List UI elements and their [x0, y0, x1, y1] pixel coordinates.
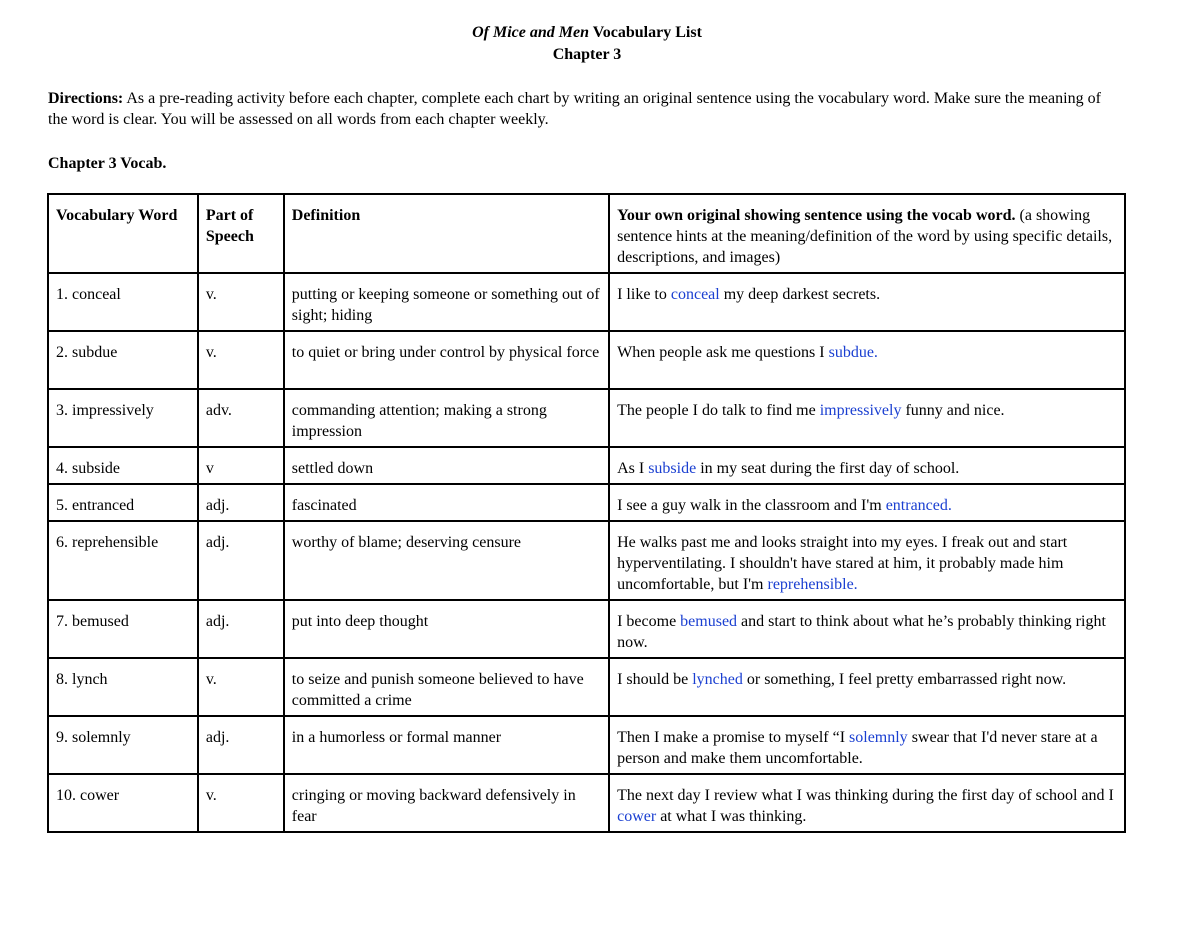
cell-definition: putting or keeping someone or something out of sight; hiding: [284, 273, 609, 331]
sentence-text: my deep darkest secrets.: [719, 286, 881, 303]
table-row: [48, 273, 1125, 331]
cell-sentence: [609, 389, 1125, 447]
cell-sentence: [609, 273, 1125, 331]
sentence-text: or something, I feel pretty embarrassed right now.: [742, 671, 1067, 688]
sentence-text: funny and nice.: [901, 402, 1005, 419]
cell-definition: fascinated: [284, 484, 609, 521]
cell-sentence: [609, 484, 1125, 521]
sentence-text: at what I was thinking.: [656, 808, 807, 825]
cell-word: 9. solemnly: [48, 716, 198, 774]
cell-pos: adj.: [198, 521, 284, 600]
title-line: [0, 22, 1174, 44]
sentence-highlight: impressively: [819, 402, 902, 419]
cell-definition: worthy of blame; deserving censure: [284, 521, 609, 600]
sentence-text: I become: [617, 613, 681, 630]
cell-word: 6. reprehensible: [48, 521, 198, 600]
sentence-text: I like to: [617, 286, 671, 303]
cell-definition: cringing or moving backward defensively in fear: [284, 774, 609, 832]
cell-word: 8. lynch: [48, 658, 198, 716]
table-row: [48, 600, 1125, 658]
table-header-row: [48, 194, 1125, 273]
sentence-highlight: lynched: [692, 671, 743, 688]
cell-word: 1. conceal: [48, 273, 198, 331]
sentence-highlight: bemused: [680, 613, 738, 630]
cell-word: 5. entranced: [48, 484, 198, 521]
sentence-text: swear that I'd never stare at a person and make them uncomfortable.: [617, 729, 1098, 767]
table-row: [48, 521, 1125, 600]
cell-pos: v.: [198, 774, 284, 832]
sentence-text: He walks past me and looks straight into my eyes. I freak out and start hyperventilating. I shouldn't have stared at him, it probably made him uncomfortable, but I'm: [617, 534, 1068, 593]
sentence-highlight: entranced.: [885, 497, 952, 514]
header-sentence-bold: Your own original showing sentence using the vocab word.: [617, 207, 1016, 224]
header-vocabulary-word: Vocabulary Word: [48, 194, 198, 273]
cell-pos: adv.: [198, 389, 284, 447]
vocab-table: [47, 193, 1126, 833]
directions-text: As a pre-reading activity before each chapter, complete each chart by writing an original sentence using the vocabulary word. Make sure the meaning of the word is clear. You will be assessed on all words from each chapter weekly.: [48, 90, 1101, 128]
cell-pos: v: [198, 447, 284, 484]
sentence-text: and start to think about what he’s probably thinking right now.: [617, 613, 1106, 651]
cell-sentence: [609, 774, 1125, 832]
table-row: [48, 484, 1125, 521]
cell-definition: put into deep thought: [284, 600, 609, 658]
table-row: [48, 447, 1125, 484]
header-sentence-note: (a showing sentence hints at the meaning/definition of the word by using specific details, descriptions, and images): [617, 207, 1113, 266]
cell-definition: commanding attention; making a strong impression: [284, 389, 609, 447]
cell-sentence: [609, 658, 1125, 716]
sentence-highlight: solemnly: [849, 729, 908, 746]
sentence-text: I see a guy walk in the classroom and I'm: [617, 497, 886, 514]
table-row: [48, 716, 1125, 774]
cell-sentence: [609, 521, 1125, 600]
cell-definition: to seize and punish someone believed to have committed a crime: [284, 658, 609, 716]
cell-word: 4. subside: [48, 447, 198, 484]
cell-word: 2. subdue: [48, 331, 198, 389]
sentence-text: The next day I review what I was thinking during the first day of school and I: [617, 787, 1114, 804]
cell-sentence: [609, 600, 1125, 658]
sentence-text: As I: [617, 460, 649, 477]
header-part-of-speech: Part of Speech: [198, 194, 284, 273]
sentence-text: Then I make a promise to myself “I: [617, 729, 850, 746]
directions-paragraph: [48, 88, 1123, 130]
cell-pos: adj.: [198, 716, 284, 774]
sentence-text: When people ask me questions I: [617, 344, 829, 361]
sentence-text: in my seat during the first day of school.: [696, 460, 960, 477]
cell-sentence: [609, 716, 1125, 774]
sentence-text: The people I do talk to find me: [617, 402, 820, 419]
cell-sentence: [609, 447, 1125, 484]
table-row: [48, 658, 1125, 716]
header-definition: Definition: [284, 194, 609, 273]
cell-definition: in a humorless or formal manner: [284, 716, 609, 774]
chapter-title: Chapter 3: [552, 46, 622, 63]
document-title: [0, 22, 1174, 66]
directions-label: Directions:: [48, 90, 124, 107]
table-row: [48, 331, 1125, 389]
cell-pos: v.: [198, 658, 284, 716]
cell-word: 10. cower: [48, 774, 198, 832]
cell-pos: adj.: [198, 600, 284, 658]
title-rest: Vocabulary List: [588, 24, 702, 41]
section-heading: Chapter 3 Vocab.: [48, 155, 167, 172]
cell-word: 7. bemused: [48, 600, 198, 658]
sentence-highlight: conceal: [670, 286, 720, 303]
cell-pos: adj.: [198, 484, 284, 521]
sentence-highlight: reprehensible.: [767, 576, 858, 593]
header-sentence: [609, 194, 1125, 273]
table-row: [48, 389, 1125, 447]
book-title: Of Mice and Men: [472, 24, 589, 41]
cell-word: 3. impressively: [48, 389, 198, 447]
cell-pos: v.: [198, 331, 284, 389]
cell-definition: settled down: [284, 447, 609, 484]
cell-definition: to quiet or bring under control by physical force: [284, 331, 609, 389]
sentence-highlight: cower: [617, 808, 657, 825]
cell-sentence: [609, 331, 1125, 389]
cell-pos: v.: [198, 273, 284, 331]
sentence-highlight: subside: [648, 460, 697, 477]
sentence-highlight: subdue.: [828, 344, 878, 361]
sentence-text: I should be: [617, 671, 693, 688]
table-row: [48, 774, 1125, 832]
